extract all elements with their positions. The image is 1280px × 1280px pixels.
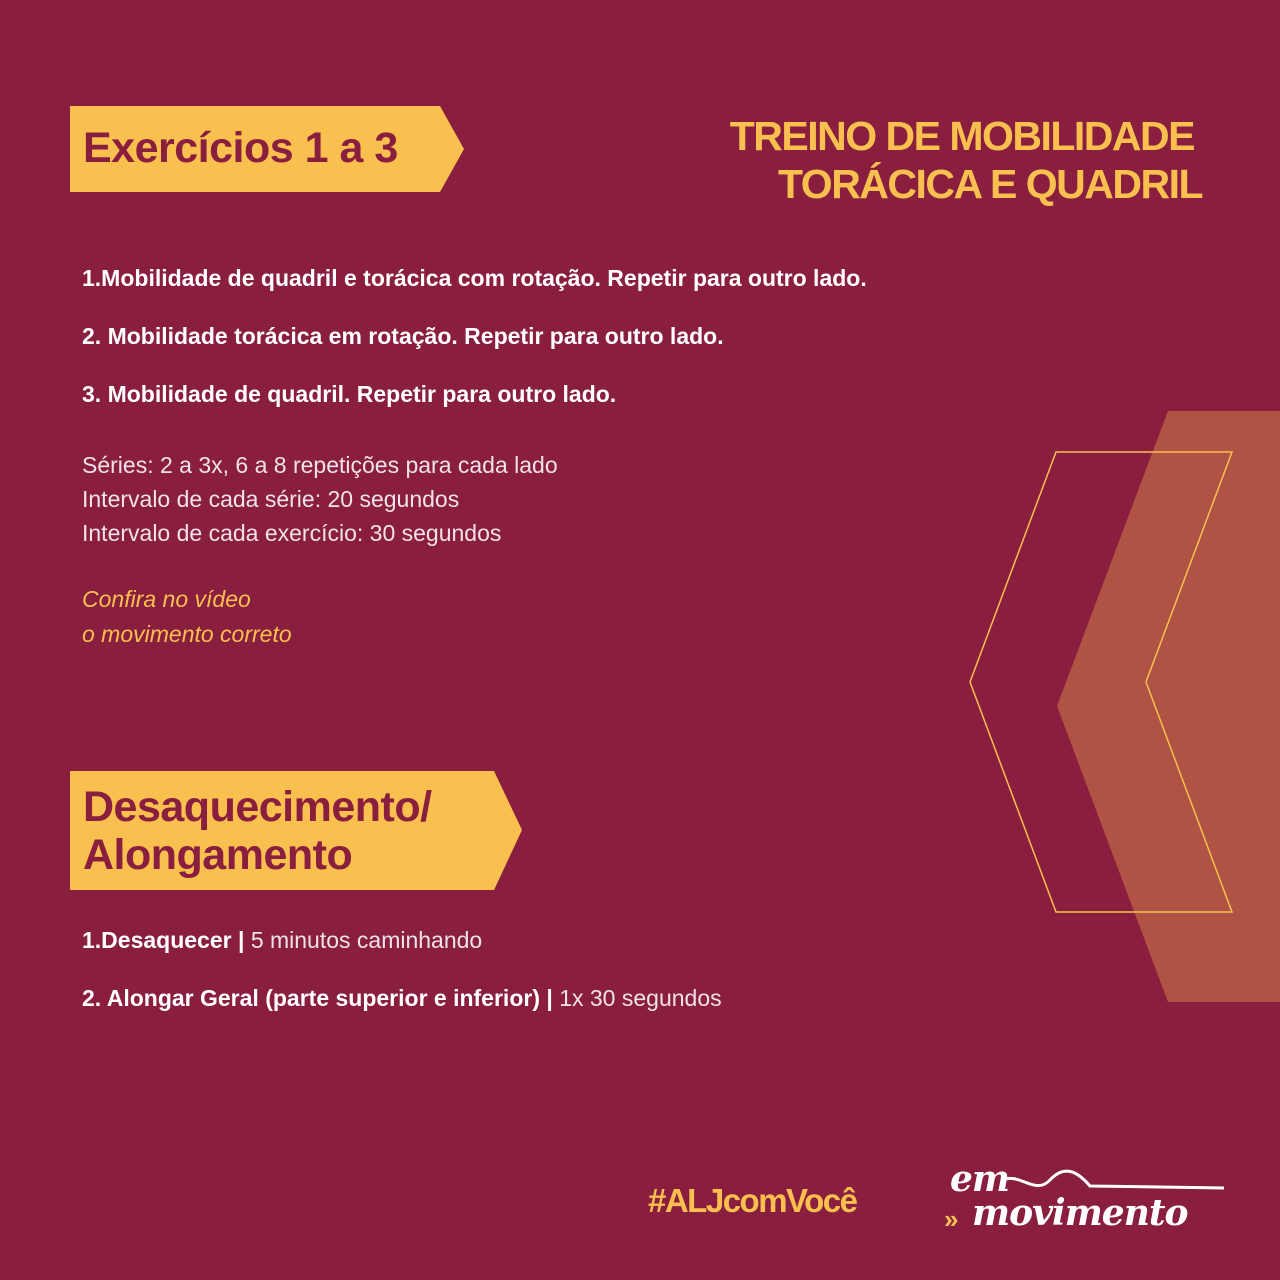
section2-title-line1: Desaquecimento/ bbox=[83, 783, 432, 831]
section1-title: Exercícios 1 a 3 bbox=[83, 124, 398, 172]
section1-banner bbox=[70, 106, 464, 192]
exercise-item-2: 2. Mobilidade torácica em rotação. Repetir para outro lado. bbox=[82, 323, 724, 349]
em-movimento-logo bbox=[940, 1150, 1240, 1250]
exercise-item-3: 3. Mobilidade de quadril. Repetir para outro lado. bbox=[82, 381, 617, 407]
exercise-item-1: 1.Mobilidade de quadril e torácica com rotação. Repetir para outro lado. bbox=[82, 265, 867, 291]
info-exercise-interval: Intervalo de cada exercício: 30 segundos bbox=[82, 520, 502, 546]
info-set-interval: Intervalo de cada série: 20 segundos bbox=[82, 486, 460, 512]
cooldown-item-1-separator: | bbox=[237, 927, 245, 953]
cooldown-item-2-separator: | bbox=[546, 985, 553, 1011]
cooldown-item-1 bbox=[82, 927, 482, 954]
cooldown-item-2 bbox=[82, 985, 722, 1012]
training-info bbox=[82, 448, 558, 550]
logo-word-movimento: movimento bbox=[972, 1192, 1188, 1234]
video-cta-line1: Confira no vídeo bbox=[82, 586, 251, 612]
cooldown-item-1-label: 1.Desaquecer bbox=[82, 927, 232, 953]
page-title bbox=[642, 113, 1202, 208]
logo-arrows-icon: » bbox=[944, 1204, 955, 1234]
cooldown-item-2-label: 2. Alongar Geral (parte superior e inferior) bbox=[82, 985, 540, 1011]
hashtag: #ALJcomVocê bbox=[648, 1182, 857, 1219]
orange-chevron-shape bbox=[1057, 411, 1280, 1002]
logo-word-em: em bbox=[950, 1158, 1009, 1200]
video-cta-line2: o movimento correto bbox=[82, 621, 292, 647]
section2-title bbox=[83, 783, 432, 879]
info-series: Séries: 2 a 3x, 6 a 8 repetições para cada lado bbox=[82, 452, 558, 478]
video-cta bbox=[82, 582, 292, 652]
section2-title-line2: Alongamento bbox=[83, 831, 353, 879]
page-title-line2: TORÁCICA E QUADRIL bbox=[778, 160, 1202, 207]
cooldown-item-1-detail: 5 minutos caminhando bbox=[250, 927, 483, 953]
page-title-line1: TREINO DE MOBILIDADE bbox=[729, 113, 1194, 159]
section2-banner bbox=[70, 771, 522, 890]
cooldown-item-2-detail: 1x 30 segundos bbox=[559, 985, 722, 1011]
